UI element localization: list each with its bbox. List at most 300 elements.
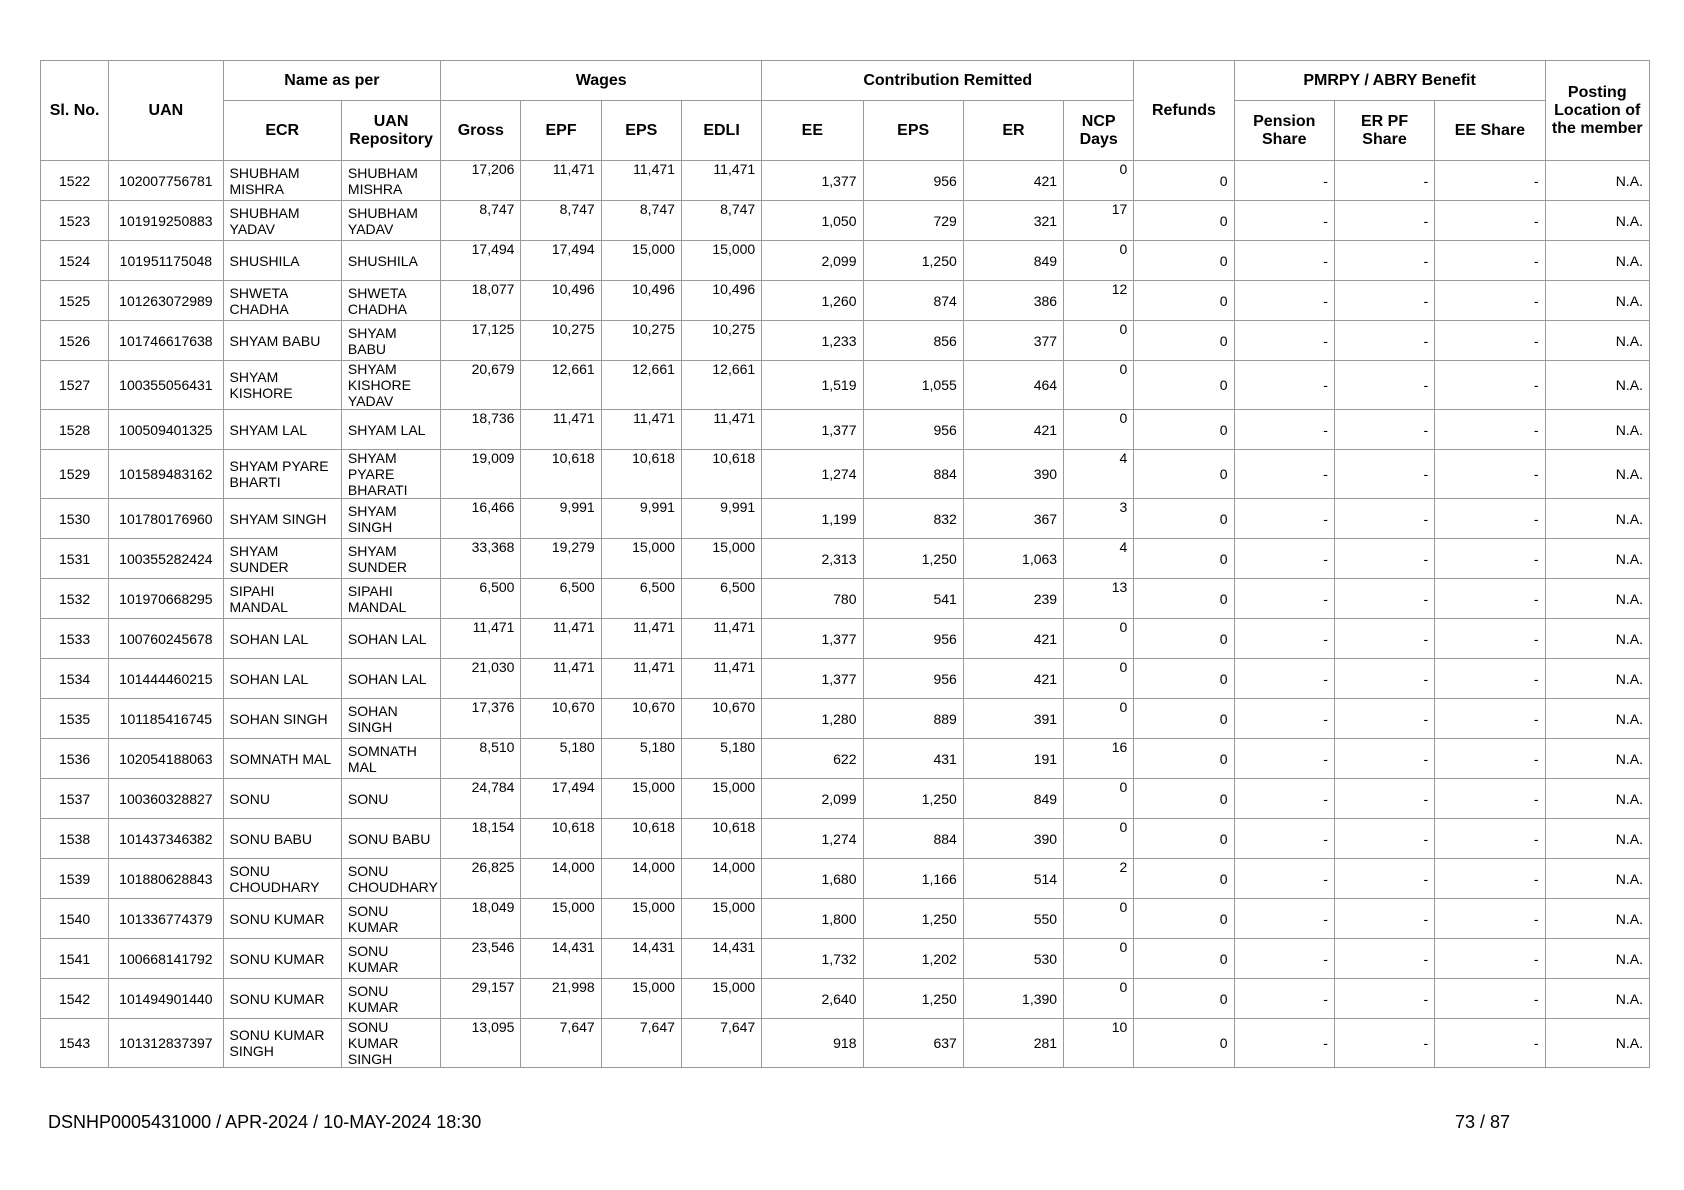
cell-ee: 2,099	[762, 779, 863, 819]
cell-uan-repository-name: SONU CHOUDHARY	[341, 859, 440, 899]
cell-ncp-days: 0	[1064, 699, 1134, 739]
cell-edli: 9,991	[681, 499, 761, 539]
cell-refunds: 0	[1134, 321, 1234, 361]
cell-er-pf-share: -	[1334, 819, 1434, 859]
cell-uan-repository-name: SHWETA CHADHA	[341, 281, 440, 321]
cell-pension-share: -	[1234, 819, 1334, 859]
cell-pension-share: -	[1234, 899, 1334, 939]
cell-uan: 101746617638	[109, 321, 223, 361]
cell-ncp-days: 16	[1064, 739, 1134, 779]
cell-gross: 21,030	[441, 659, 521, 699]
cell-ecr-name: SHYAM KISHORE	[223, 361, 341, 410]
cell-ee-share: -	[1435, 739, 1545, 779]
cell-posting-location: N.A.	[1545, 281, 1649, 321]
cell-pension-share: -	[1234, 859, 1334, 899]
cell-sl-no: 1539	[41, 859, 109, 899]
cell-edli: 14,431	[681, 939, 761, 979]
cell-gross: 26,825	[441, 859, 521, 899]
cell-uan-repository-name: SHUBHAM YADAV	[341, 201, 440, 241]
cell-uan-repository-name: SOHAN SINGH	[341, 699, 440, 739]
cell-uan: 101494901440	[109, 979, 223, 1019]
cell-uan: 100509401325	[109, 410, 223, 450]
cell-ee-share: -	[1435, 499, 1545, 539]
cell-sl-no: 1523	[41, 201, 109, 241]
cell-ecr-name: SHYAM BABU	[223, 321, 341, 361]
header-ncp-days: NCP Days	[1064, 101, 1134, 161]
cell-er-pf-share: -	[1334, 979, 1434, 1019]
table-row	[41, 699, 1650, 739]
cell-sl-no: 1531	[41, 539, 109, 579]
cell-pension-share: -	[1234, 281, 1334, 321]
cell-refunds: 0	[1134, 1019, 1234, 1068]
cell-er-pf-share: -	[1334, 450, 1434, 499]
cell-eps: 15,000	[601, 899, 681, 939]
cell-ncp-days: 0	[1064, 979, 1134, 1019]
cell-ee: 1,260	[762, 281, 863, 321]
cell-sl-no: 1543	[41, 1019, 109, 1068]
cell-er: 421	[963, 619, 1063, 659]
cell-sl-no: 1527	[41, 361, 109, 410]
cell-contribution-eps: 1,202	[863, 939, 963, 979]
cell-posting-location: N.A.	[1545, 619, 1649, 659]
cell-pension-share: -	[1234, 450, 1334, 499]
cell-ecr-name: SHUSHILA	[223, 241, 341, 281]
cell-eps: 10,618	[601, 450, 681, 499]
cell-edli: 14,000	[681, 859, 761, 899]
cell-gross: 18,049	[441, 899, 521, 939]
cell-ee: 1,377	[762, 410, 863, 450]
cell-pension-share: -	[1234, 241, 1334, 281]
cell-uan: 101263072989	[109, 281, 223, 321]
header-er: ER	[963, 101, 1063, 161]
cell-epf: 17,494	[521, 241, 601, 281]
cell-epf: 10,618	[521, 819, 601, 859]
table-row	[41, 579, 1650, 619]
cell-refunds: 0	[1134, 361, 1234, 410]
cell-uan: 102007756781	[109, 161, 223, 201]
cell-ecr-name: SONU KUMAR	[223, 979, 341, 1019]
cell-ee: 2,099	[762, 241, 863, 281]
table-row	[41, 659, 1650, 699]
cell-er-pf-share: -	[1334, 361, 1434, 410]
cell-refunds: 0	[1134, 619, 1234, 659]
table-row	[41, 281, 1650, 321]
cell-er-pf-share: -	[1334, 321, 1434, 361]
cell-refunds: 0	[1134, 241, 1234, 281]
cell-ee-share: -	[1435, 410, 1545, 450]
cell-pension-share: -	[1234, 499, 1334, 539]
cell-refunds: 0	[1134, 979, 1234, 1019]
cell-eps: 10,670	[601, 699, 681, 739]
cell-edli: 11,471	[681, 161, 761, 201]
cell-contribution-eps: 956	[863, 619, 963, 659]
cell-ee-share: -	[1435, 619, 1545, 659]
cell-edli: 12,661	[681, 361, 761, 410]
cell-ee-share: -	[1435, 979, 1545, 1019]
cell-er: 367	[963, 499, 1063, 539]
cell-edli: 11,471	[681, 410, 761, 450]
cell-pension-share: -	[1234, 939, 1334, 979]
cell-pension-share: -	[1234, 779, 1334, 819]
cell-pension-share: -	[1234, 539, 1334, 579]
cell-uan-repository-name: SHUBHAM MISHRA	[341, 161, 440, 201]
cell-uan-repository-name: SONU KUMAR	[341, 899, 440, 939]
cell-sl-no: 1526	[41, 321, 109, 361]
cell-posting-location: N.A.	[1545, 241, 1649, 281]
cell-epf: 10,496	[521, 281, 601, 321]
cell-edli: 10,618	[681, 819, 761, 859]
table-row	[41, 939, 1650, 979]
cell-ncp-days: 0	[1064, 819, 1134, 859]
cell-refunds: 0	[1134, 739, 1234, 779]
cell-contribution-eps: 1,250	[863, 899, 963, 939]
cell-posting-location: N.A.	[1545, 539, 1649, 579]
cell-er-pf-share: -	[1334, 579, 1434, 619]
cell-edli: 15,000	[681, 779, 761, 819]
cell-contribution-eps: 1,250	[863, 539, 963, 579]
cell-eps: 7,647	[601, 1019, 681, 1068]
cell-eps: 15,000	[601, 979, 681, 1019]
cell-ecr-name: SHUBHAM MISHRA	[223, 161, 341, 201]
cell-sl-no: 1537	[41, 779, 109, 819]
cell-uan-repository-name: SHUSHILA	[341, 241, 440, 281]
cell-gross: 8,510	[441, 739, 521, 779]
cell-uan-repository-name: SONU BABU	[341, 819, 440, 859]
cell-uan: 101880628843	[109, 859, 223, 899]
cell-epf: 6,500	[521, 579, 601, 619]
cell-contribution-eps: 1,166	[863, 859, 963, 899]
cell-gross: 20,679	[441, 361, 521, 410]
cell-gross: 29,157	[441, 979, 521, 1019]
cell-sl-no: 1524	[41, 241, 109, 281]
cell-posting-location: N.A.	[1545, 201, 1649, 241]
cell-refunds: 0	[1134, 201, 1234, 241]
cell-uan: 101970668295	[109, 579, 223, 619]
cell-sl-no: 1538	[41, 819, 109, 859]
cell-sl-no: 1532	[41, 579, 109, 619]
cell-uan: 101437346382	[109, 819, 223, 859]
cell-gross: 17,376	[441, 699, 521, 739]
cell-contribution-eps: 729	[863, 201, 963, 241]
cell-er: 391	[963, 699, 1063, 739]
footer-document-reference: DSNHP0005431000 / APR-2024 / 10-MAY-2024 18:30	[48, 1112, 482, 1132]
cell-er: 191	[963, 739, 1063, 779]
cell-ee-share: -	[1435, 899, 1545, 939]
header-row-2	[41, 101, 1650, 161]
header-row-1	[41, 61, 1650, 101]
cell-ee: 1,274	[762, 450, 863, 499]
cell-uan-repository-name: SIPAHI MANDAL	[341, 579, 440, 619]
cell-contribution-eps: 874	[863, 281, 963, 321]
cell-contribution-eps: 956	[863, 161, 963, 201]
cell-eps: 11,471	[601, 619, 681, 659]
cell-er: 1,063	[963, 539, 1063, 579]
cell-contribution-eps: 431	[863, 739, 963, 779]
cell-ncp-days: 0	[1064, 321, 1134, 361]
cell-contribution-eps: 884	[863, 819, 963, 859]
cell-ee-share: -	[1435, 779, 1545, 819]
cell-contribution-eps: 856	[863, 321, 963, 361]
cell-er-pf-share: -	[1334, 410, 1434, 450]
cell-ee-share: -	[1435, 321, 1545, 361]
cell-pension-share: -	[1234, 201, 1334, 241]
cell-ecr-name: SONU	[223, 779, 341, 819]
cell-ee: 622	[762, 739, 863, 779]
cell-posting-location: N.A.	[1545, 979, 1649, 1019]
cell-eps: 6,500	[601, 579, 681, 619]
cell-er-pf-share: -	[1334, 539, 1434, 579]
cell-eps: 12,661	[601, 361, 681, 410]
cell-refunds: 0	[1134, 659, 1234, 699]
cell-uan: 101919250883	[109, 201, 223, 241]
table-row	[41, 859, 1650, 899]
cell-contribution-eps: 541	[863, 579, 963, 619]
cell-er-pf-share: -	[1334, 281, 1434, 321]
cell-contribution-eps: 884	[863, 450, 963, 499]
footer-page-number: 73 / 87	[1454, 1112, 1510, 1132]
cell-ecr-name: SOHAN LAL	[223, 619, 341, 659]
cell-posting-location: N.A.	[1545, 659, 1649, 699]
cell-contribution-eps: 1,250	[863, 241, 963, 281]
cell-uan: 100355282424	[109, 539, 223, 579]
cell-epf: 11,471	[521, 659, 601, 699]
cell-contribution-eps: 1,055	[863, 361, 963, 410]
cell-posting-location: N.A.	[1545, 699, 1649, 739]
cell-refunds: 0	[1134, 859, 1234, 899]
cell-epf: 14,431	[521, 939, 601, 979]
cell-ee: 1,377	[762, 619, 863, 659]
table-row	[41, 1019, 1650, 1068]
cell-pension-share: -	[1234, 361, 1334, 410]
cell-gross: 17,125	[441, 321, 521, 361]
table-row	[41, 979, 1650, 1019]
cell-epf: 11,471	[521, 619, 601, 659]
cell-ee-share: -	[1435, 1019, 1545, 1068]
cell-pension-share: -	[1234, 579, 1334, 619]
cell-ncp-days: 4	[1064, 450, 1134, 499]
cell-posting-location: N.A.	[1545, 361, 1649, 410]
cell-uan-repository-name: SONU KUMAR	[341, 979, 440, 1019]
cell-ncp-days: 0	[1064, 939, 1134, 979]
cell-ecr-name: SONU KUMAR	[223, 899, 341, 939]
cell-posting-location: N.A.	[1545, 161, 1649, 201]
cell-epf: 19,279	[521, 539, 601, 579]
cell-ee: 780	[762, 579, 863, 619]
cell-epf: 14,000	[521, 859, 601, 899]
cell-uan-repository-name: SHYAM PYARE BHARATI	[341, 450, 440, 499]
cell-ee-share: -	[1435, 361, 1545, 410]
cell-uan: 100760245678	[109, 619, 223, 659]
cell-gross: 23,546	[441, 939, 521, 979]
cell-sl-no: 1533	[41, 619, 109, 659]
cell-uan: 101780176960	[109, 499, 223, 539]
cell-ncp-days: 0	[1064, 899, 1134, 939]
cell-eps: 8,747	[601, 201, 681, 241]
header-refunds: Refunds	[1134, 61, 1234, 161]
cell-sl-no: 1525	[41, 281, 109, 321]
cell-pension-share: -	[1234, 321, 1334, 361]
header-pension-share: Pension Share	[1234, 101, 1334, 161]
cell-ee-share: -	[1435, 161, 1545, 201]
cell-gross: 8,747	[441, 201, 521, 241]
cell-edli: 10,670	[681, 699, 761, 739]
header-name-as-per: Name as per	[223, 61, 441, 101]
cell-ee-share: -	[1435, 241, 1545, 281]
cell-ecr-name: SOHAN LAL	[223, 659, 341, 699]
cell-pension-share: -	[1234, 1019, 1334, 1068]
cell-er-pf-share: -	[1334, 739, 1434, 779]
cell-gross: 24,784	[441, 779, 521, 819]
cell-ncp-days: 3	[1064, 499, 1134, 539]
cell-gross: 18,736	[441, 410, 521, 450]
cell-contribution-eps: 956	[863, 659, 963, 699]
cell-er: 1,390	[963, 979, 1063, 1019]
cell-sl-no: 1529	[41, 450, 109, 499]
cell-epf: 10,275	[521, 321, 601, 361]
cell-ee: 2,313	[762, 539, 863, 579]
cell-pension-share: -	[1234, 699, 1334, 739]
cell-contribution-eps: 956	[863, 410, 963, 450]
cell-ecr-name: SHYAM SUNDER	[223, 539, 341, 579]
cell-er: 849	[963, 779, 1063, 819]
cell-posting-location: N.A.	[1545, 450, 1649, 499]
cell-eps: 10,275	[601, 321, 681, 361]
cell-er: 390	[963, 819, 1063, 859]
cell-er-pf-share: -	[1334, 779, 1434, 819]
cell-ee-share: -	[1435, 579, 1545, 619]
cell-posting-location: N.A.	[1545, 779, 1649, 819]
cell-sl-no: 1522	[41, 161, 109, 201]
cell-posting-location: N.A.	[1545, 939, 1649, 979]
cell-gross: 11,471	[441, 619, 521, 659]
header-gross: Gross	[441, 101, 521, 161]
header-ecr: ECR	[223, 101, 341, 161]
cell-pension-share: -	[1234, 979, 1334, 1019]
table-row	[41, 819, 1650, 859]
cell-epf: 12,661	[521, 361, 601, 410]
cell-posting-location: N.A.	[1545, 899, 1649, 939]
header-pmrpy: PMRPY / ABRY Benefit	[1234, 61, 1545, 101]
cell-refunds: 0	[1134, 579, 1234, 619]
cell-uan: 101336774379	[109, 899, 223, 939]
table-row	[41, 410, 1650, 450]
cell-ee: 1,280	[762, 699, 863, 739]
cell-sl-no: 1536	[41, 739, 109, 779]
cell-er-pf-share: -	[1334, 201, 1434, 241]
cell-ncp-days: 0	[1064, 241, 1134, 281]
cell-refunds: 0	[1134, 161, 1234, 201]
cell-sl-no: 1540	[41, 899, 109, 939]
cell-uan: 100355056431	[109, 361, 223, 410]
cell-ecr-name: SONU BABU	[223, 819, 341, 859]
header-ee: EE	[762, 101, 863, 161]
cell-posting-location: N.A.	[1545, 859, 1649, 899]
cell-sl-no: 1530	[41, 499, 109, 539]
cell-ee-share: -	[1435, 659, 1545, 699]
cell-er: 421	[963, 410, 1063, 450]
cell-ee: 1,800	[762, 899, 863, 939]
cell-ee-share: -	[1435, 859, 1545, 899]
cell-sl-no: 1534	[41, 659, 109, 699]
cell-er: 386	[963, 281, 1063, 321]
cell-er: 321	[963, 201, 1063, 241]
cell-contribution-eps: 889	[863, 699, 963, 739]
cell-gross: 33,368	[441, 539, 521, 579]
header-uan: UAN	[109, 61, 223, 161]
cell-ee: 918	[762, 1019, 863, 1068]
cell-uan-repository-name: SONU KUMAR SINGH	[341, 1019, 440, 1068]
table-row	[41, 161, 1650, 201]
cell-edli: 5,180	[681, 739, 761, 779]
cell-er-pf-share: -	[1334, 241, 1434, 281]
table-row	[41, 779, 1650, 819]
cell-er: 464	[963, 361, 1063, 410]
cell-contribution-eps: 637	[863, 1019, 963, 1068]
cell-ncp-days: 13	[1064, 579, 1134, 619]
cell-edli: 10,275	[681, 321, 761, 361]
cell-er: 281	[963, 1019, 1063, 1068]
cell-refunds: 0	[1134, 699, 1234, 739]
cell-edli: 7,647	[681, 1019, 761, 1068]
cell-ecr-name: SHYAM SINGH	[223, 499, 341, 539]
cell-uan-repository-name: SHYAM SINGH	[341, 499, 440, 539]
cell-uan-repository-name: SHYAM LAL	[341, 410, 440, 450]
cell-ecr-name: SIPAHI MANDAL	[223, 579, 341, 619]
cell-refunds: 0	[1134, 899, 1234, 939]
cell-er-pf-share: -	[1334, 161, 1434, 201]
cell-epf: 10,670	[521, 699, 601, 739]
cell-uan-repository-name: SOHAN LAL	[341, 619, 440, 659]
cell-ecr-name: SHYAM LAL	[223, 410, 341, 450]
cell-ee-share: -	[1435, 450, 1545, 499]
cell-ncp-days: 4	[1064, 539, 1134, 579]
table-row	[41, 899, 1650, 939]
cell-refunds: 0	[1134, 281, 1234, 321]
cell-refunds: 0	[1134, 539, 1234, 579]
cell-contribution-eps: 1,250	[863, 779, 963, 819]
cell-pension-share: -	[1234, 410, 1334, 450]
header-wages: Wages	[441, 61, 762, 101]
cell-ncp-days: 0	[1064, 619, 1134, 659]
table-row	[41, 499, 1650, 539]
cell-contribution-eps: 832	[863, 499, 963, 539]
cell-ncp-days: 12	[1064, 281, 1134, 321]
cell-edli: 15,000	[681, 539, 761, 579]
cell-er: 849	[963, 241, 1063, 281]
cell-refunds: 0	[1134, 499, 1234, 539]
cell-ecr-name: SOMNATH MAL	[223, 739, 341, 779]
cell-uan-repository-name: SHYAM SUNDER	[341, 539, 440, 579]
cell-posting-location: N.A.	[1545, 739, 1649, 779]
cell-sl-no: 1542	[41, 979, 109, 1019]
cell-edli: 10,496	[681, 281, 761, 321]
cell-epf: 10,618	[521, 450, 601, 499]
cell-edli: 11,471	[681, 619, 761, 659]
cell-er-pf-share: -	[1334, 659, 1434, 699]
cell-ee: 1,519	[762, 361, 863, 410]
cell-er: 514	[963, 859, 1063, 899]
cell-edli: 15,000	[681, 241, 761, 281]
cell-posting-location: N.A.	[1545, 579, 1649, 619]
cell-er-pf-share: -	[1334, 499, 1434, 539]
cell-uan-repository-name: SONU	[341, 779, 440, 819]
cell-uan-repository-name: SHYAM KISHORE YADAV	[341, 361, 440, 410]
cell-gross: 16,466	[441, 499, 521, 539]
cell-uan: 101589483162	[109, 450, 223, 499]
cell-eps: 5,180	[601, 739, 681, 779]
header-ee-share: EE Share	[1435, 101, 1545, 161]
cell-ncp-days: 2	[1064, 859, 1134, 899]
